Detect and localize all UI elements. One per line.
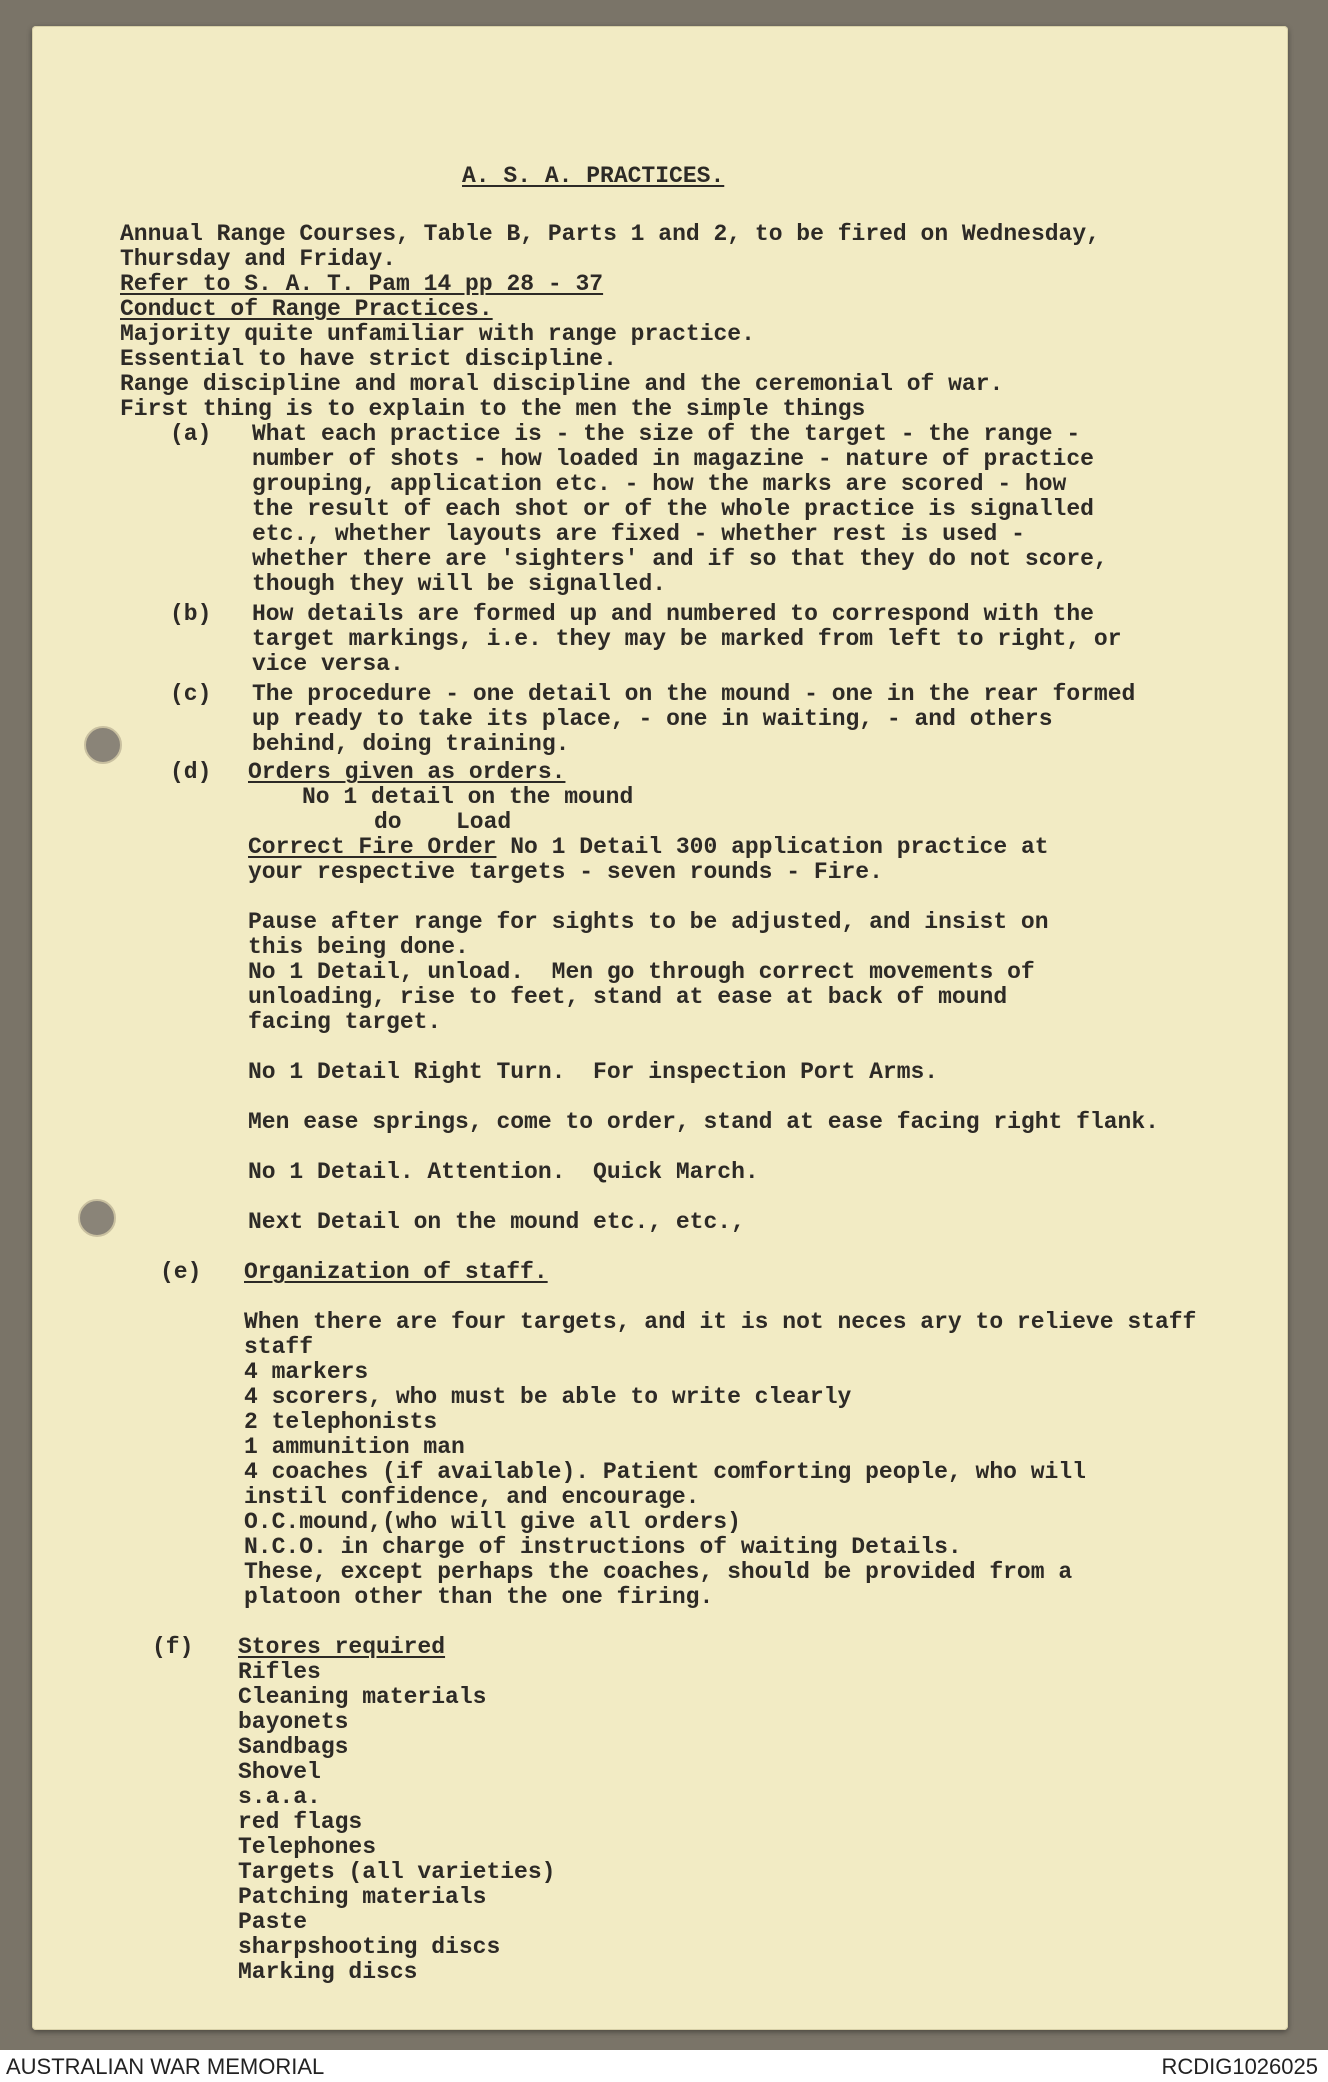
item-label-f: (f): [152, 1634, 194, 1660]
store-item: Patching materials: [238, 1884, 487, 1910]
staff-line: 4 scorers, who must be able to write clearly: [244, 1384, 852, 1410]
unload-line: unloading, rise to feet, stand at ease at back of mound: [248, 984, 1008, 1010]
item-b-line: How details are formed up and numbered to correspond with the: [252, 601, 1094, 627]
staff-line: staff: [244, 1334, 314, 1360]
item-a-line: the result of each shot or of the whole practice is signalled: [252, 496, 1094, 522]
staff-line: N.C.O. in charge of instructions of waiting Details.: [244, 1534, 962, 1560]
reference-line: Refer to S. A. T. Pam 14 pp 28 - 37: [120, 271, 604, 297]
fire-order-line-2: your respective targets - seven rounds - Fire.: [248, 859, 883, 885]
archive-name: AUSTRALIAN WAR MEMORIAL: [6, 2054, 325, 2079]
section-heading: Conduct of Range Practices.: [120, 296, 493, 322]
order-load: Load: [456, 809, 512, 835]
fire-order-label: Correct Fire Order: [248, 834, 497, 860]
staff-line: 4 coaches (if available). Patient comforting people, who will: [244, 1459, 1086, 1485]
unload-line: facing target.: [248, 1009, 442, 1035]
pause-line: this being done.: [248, 934, 469, 960]
store-item: sharpshooting discs: [238, 1934, 501, 1960]
item-e-heading: Organization of staff.: [244, 1259, 548, 1285]
store-item: red flags: [238, 1809, 363, 1835]
item-a-line: etc., whether layouts are fixed - whether rest is used -: [252, 521, 1025, 547]
archive-record-id: RCDIG1026025: [1161, 2054, 1318, 2079]
store-item: Telephones: [238, 1834, 377, 1860]
staff-line: 1 ammunition man: [244, 1434, 465, 1460]
item-a-line: What each practice is - the size of the target - the range -: [252, 421, 1081, 447]
note-line: Majority quite unfamiliar with range practice.: [120, 321, 755, 347]
item-f-heading: Stores required: [238, 1634, 446, 1660]
store-item: Sandbags: [238, 1734, 349, 1760]
item-a-line: number of shots - how loaded in magazine - nature of practice: [252, 446, 1094, 472]
item-d-heading: Orders given as orders.: [248, 759, 566, 785]
pause-line: Pause after range for sights to be adjusted, and insist on: [248, 909, 1049, 935]
right-turn-line: No 1 Detail Right Turn. For inspection Port Arms.: [248, 1059, 939, 1085]
ease-springs-line: Men ease springs, come to order, stand at ease facing right flank.: [248, 1109, 1159, 1135]
store-item: s.a.a.: [238, 1784, 321, 1810]
store-item: Targets (all varieties): [238, 1859, 556, 1885]
store-item: Rifles: [238, 1659, 321, 1685]
next-detail-line: Next Detail on the mound etc., etc.,: [248, 1209, 745, 1235]
item-label-e: (e): [160, 1259, 202, 1285]
note-line: Essential to have strict discipline.: [120, 346, 617, 372]
attention-line: No 1 Detail. Attention. Quick March.: [248, 1159, 759, 1185]
document-title: A. S. A. PRACTICES.: [462, 163, 725, 189]
staff-line: 4 markers: [244, 1359, 369, 1385]
staff-line: These, except perhaps the coaches, should be provided from a: [244, 1559, 1073, 1585]
unload-line: No 1 Detail, unload. Men go through correct movements of: [248, 959, 1035, 985]
store-item: Shovel: [238, 1759, 321, 1785]
note-line: First thing is to explain to the men the simple things: [120, 396, 866, 422]
item-label-d: (d): [170, 759, 212, 785]
typed-page: [32, 26, 1288, 2030]
order-ditto: do: [374, 809, 402, 835]
fire-order-text: No 1 Detail 300 application practice at: [496, 834, 1049, 860]
archive-footer: [0, 2050, 1328, 2082]
staff-line: instil confidence, and encourage.: [244, 1484, 700, 1510]
item-c-line: The procedure - one detail on the mound - one in the rear formed: [252, 681, 1136, 707]
intro-line-2: Thursday and Friday.: [120, 246, 397, 272]
item-label-b: (b): [170, 601, 212, 627]
item-c-line: up ready to take its place, - one in waiting, - and others: [252, 706, 1053, 732]
item-label-a: (a): [170, 421, 212, 447]
store-item: Paste: [238, 1909, 308, 1935]
fire-order-line: [248, 835, 1049, 860]
item-a-line: whether there are 'sighters' and if so that they do not score,: [252, 546, 1108, 572]
intro-line-1: Annual Range Courses, Table B, Parts 1 and 2, to be fired on Wednesday,: [120, 221, 1100, 247]
item-c-line: behind, doing training.: [252, 731, 570, 757]
item-b-line: vice versa.: [252, 651, 404, 677]
order-line: No 1 detail on the mound: [302, 784, 634, 810]
item-a-line: grouping, application etc. - how the marks are scored - how: [252, 471, 1067, 497]
staff-line: When there are four targets, and it is not neces ary to relieve staff: [244, 1309, 1197, 1335]
store-item: bayonets: [238, 1709, 349, 1735]
note-line: Range discipline and moral discipline and the ceremonial of war.: [120, 371, 1004, 397]
item-b-line: target markings, i.e. they may be marked from left to right, or: [252, 626, 1122, 652]
staff-line: 2 telephonists: [244, 1409, 438, 1435]
item-label-c: (c): [170, 681, 212, 707]
item-a-line: though they will be signalled.: [252, 571, 667, 597]
store-item: Cleaning materials: [238, 1684, 487, 1710]
staff-line: O.C.mound,(who will give all orders): [244, 1509, 741, 1535]
store-item: Marking discs: [238, 1959, 418, 1985]
document-body: [32, 26, 1288, 2030]
staff-line: platoon other than the one firing.: [244, 1584, 714, 1610]
